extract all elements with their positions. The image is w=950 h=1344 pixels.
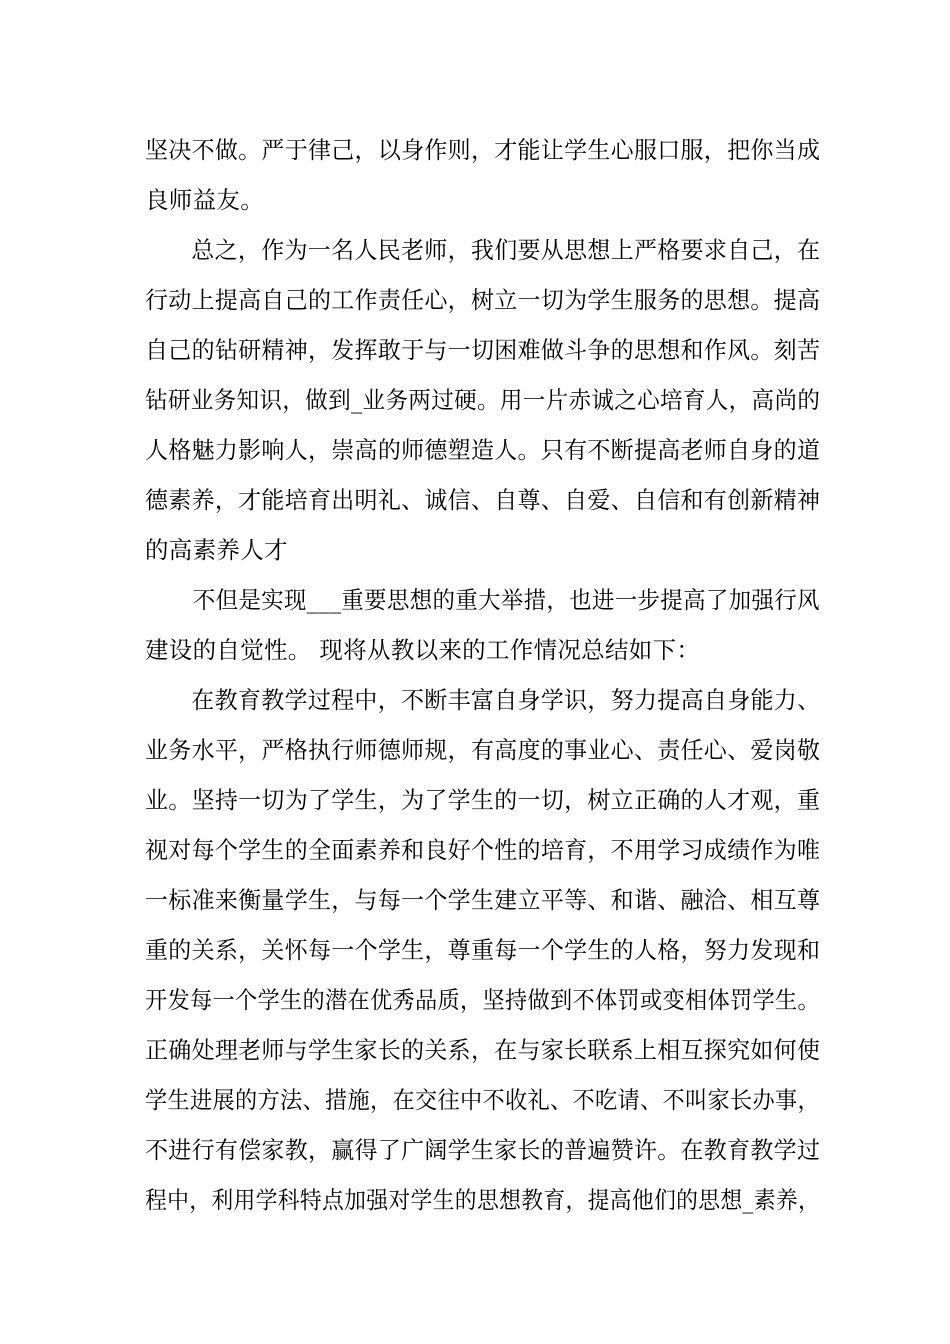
text-line: 重的关系，关怀每一个学生，尊重每一个学生的人格，努力发现和 <box>145 936 821 964</box>
text-line: 学生进展的方法、措施，在交往中不收礼、不吃请、不叫家长办事， <box>145 1086 821 1114</box>
text-line: 一标准来衡量学生，与每一个学生建立平等、和谐、融洽、相互尊 <box>145 886 821 914</box>
text-line: 业务水平，严格执行师德师规，有高度的事业心、责任心、爱岗敬 <box>145 736 821 764</box>
text-line: 行动上提高自己的工作责任心，树立一切为学生服务的思想。提高 <box>145 286 821 314</box>
text-line: 总之，作为一名人民老师，我们要从思想上严格要求自己，在 <box>168 236 821 264</box>
text-line: 的高素养人才 <box>145 536 288 564</box>
text-line: 正确处理老师与学生家长的关系，在与家长联系上相互探究如何使 <box>145 1036 821 1064</box>
text-line: 自己的钻研精神，发挥敢于与一切困难做斗争的思想和作风。刻苦 <box>145 336 821 364</box>
text-line: 开发每一个学生的潜在优秀品质，坚持做到不体罚或变相体罚学生。 <box>145 986 821 1014</box>
text-line: 在教育教学过程中，不断丰富自身学识，努力提高自身能力、 <box>168 686 821 714</box>
text-line: 人格魅力影响人，崇高的师德塑造人。只有不断提高老师自身的道 <box>145 436 821 464</box>
text-line: 钻研业务知识，做到_业务两过硬。用一片赤诚之心培育人，高尚的 <box>145 386 821 414</box>
text-line: 视对每个学生的全面素养和良好个性的培育，不用学习成绩作为唯 <box>145 836 821 864</box>
text-line: 业。坚持一切为了学生，为了学生的一切，树立正确的人才观，重 <box>145 786 821 814</box>
text-line: 坚决不做。严于律己，以身作则，才能让学生心服口服，把你当成 <box>145 136 821 164</box>
text-line: 良师益友。 <box>145 186 264 214</box>
text-line: 不但是实现___重要思想的重大举措，也进一步提高了加强行风 <box>170 586 820 614</box>
text-line: 建设的自觉性。 现将从教以来的工作情况总结如下： <box>145 636 701 664</box>
text-line: 不进行有偿家教，赢得了广阔学生家长的普遍赞许。在教育教学过 <box>145 1136 821 1164</box>
text-line: 程中，利用学科特点加强对学生的思想教育，提高他们的思想_素养， <box>145 1186 821 1214</box>
text-line: 德素养，才能培育出明礼、诚信、自尊、自爱、自信和有创新精神 <box>145 486 821 514</box>
